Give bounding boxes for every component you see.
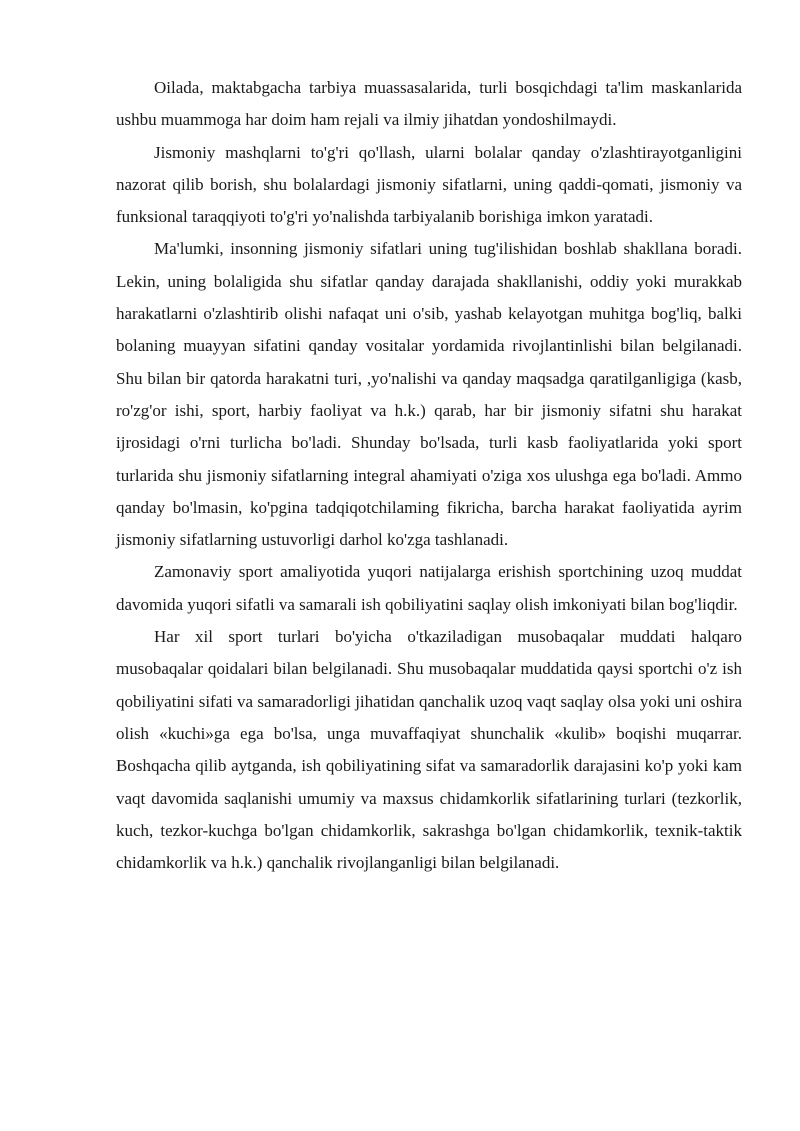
paragraph-4: Zamonaviy sport amaliyotida yuqori natijalarga erishish sportchining uzoq muddat davomida yuqori sifatli va samarali ish qobiliyatini saqlay olish imkoniyati bilan bog'liqdir.	[116, 562, 742, 614]
paragraph-3: Ma'lumki, insonning jismoniy sifatlari uning tug'ilishidan boshlab shakllana boradi. Lekin, uning bolaligida shu sifatlar qanday darajada shakllanishi, oddiy yoki murakkab harakatlarni o'zlashtirib olishi nafaqat uni o'sib, yashab kelayotgan muhitga bog'liq, balki bolaning muayyan sifatini qanday vositalar yordamida rivojlantinlishi bilan belgilanadi. Shu bilan bir qatorda harakatni turi, ,yo'nalishi va qanday maqsadga qaratilganligiga (kasb, ro'zg'or ishi, sport, harbiy faoliyat va h.k.) qarab, har bir jismoniy sifatni shu harakat ijrosidagi o'rni turlicha bo'ladi. Shunday bo'lsada, turli kasb faoliyatlarida yoki sport turlarida shu jismoniy sifatlarning integral ahamiyati o'ziga xos ulushga ega bo'ladi. Ammo qanday bo'lmasin, ko'pgina tadqiqotchilaming fikricha, barcha harakat faoliyatida ayrim jismoniy sifatlarning ustuvorligi darhol ko'zga tashlanadi.	[116, 239, 742, 550]
paragraph-1: Oilada, maktabgacha tarbiya muassasalarida, turli bosqichdagi ta'lim maskanlarida ushbu muammoga har doim ham rejali va ilmiy jihatdan yondoshilmaydi.	[116, 78, 742, 130]
paragraph-5: Har xil sport turlari bo'yicha o'tkaziladigan musobaqalar muddati halqaro musobaqalar qoidalari bilan belgilanadi. Shu musobaqalar muddatida qaysi sportchi o'z ish qobiliyatini sifati va samaradorligi jihatidan qanchalik uzoq vaqt saqlay olsa yoki uni oshira olish «kuchi»ga ega bo'lsa, unga muvaffaqiyat shunchalik «kulib» boqishi muqarrar. Boshqacha qilib aytganda, ish qobiliyatining sifat va samaradorlik darajasini ko'p yoki kam vaqt davomida saqlanishi umumiy va maxsus chidamkorlik sifatlarining turlari (tezkorlik, kuch, tezkor-kuchga bo'lgan chidamkorlik, sakrashga bo'lgan chidamkorlik, texnik-taktik chidamkorlik va h.k.) qanchalik rivojlanganligi bilan belgilanadi.	[116, 627, 742, 873]
paragraph-2: Jismoniy mashqlarni to'g'ri qo'llash, ularni bolalar qanday o'zlashtirayotganligini nazorat qilib borish, shu bolalardagi jismoniy sifatlarni, uning qaddi-qomati, jismoniy va funksional taraqqiyoti to'g'ri yo'nalishda tarbiyalanib borishiga imkon yaratadi.	[116, 142, 742, 227]
